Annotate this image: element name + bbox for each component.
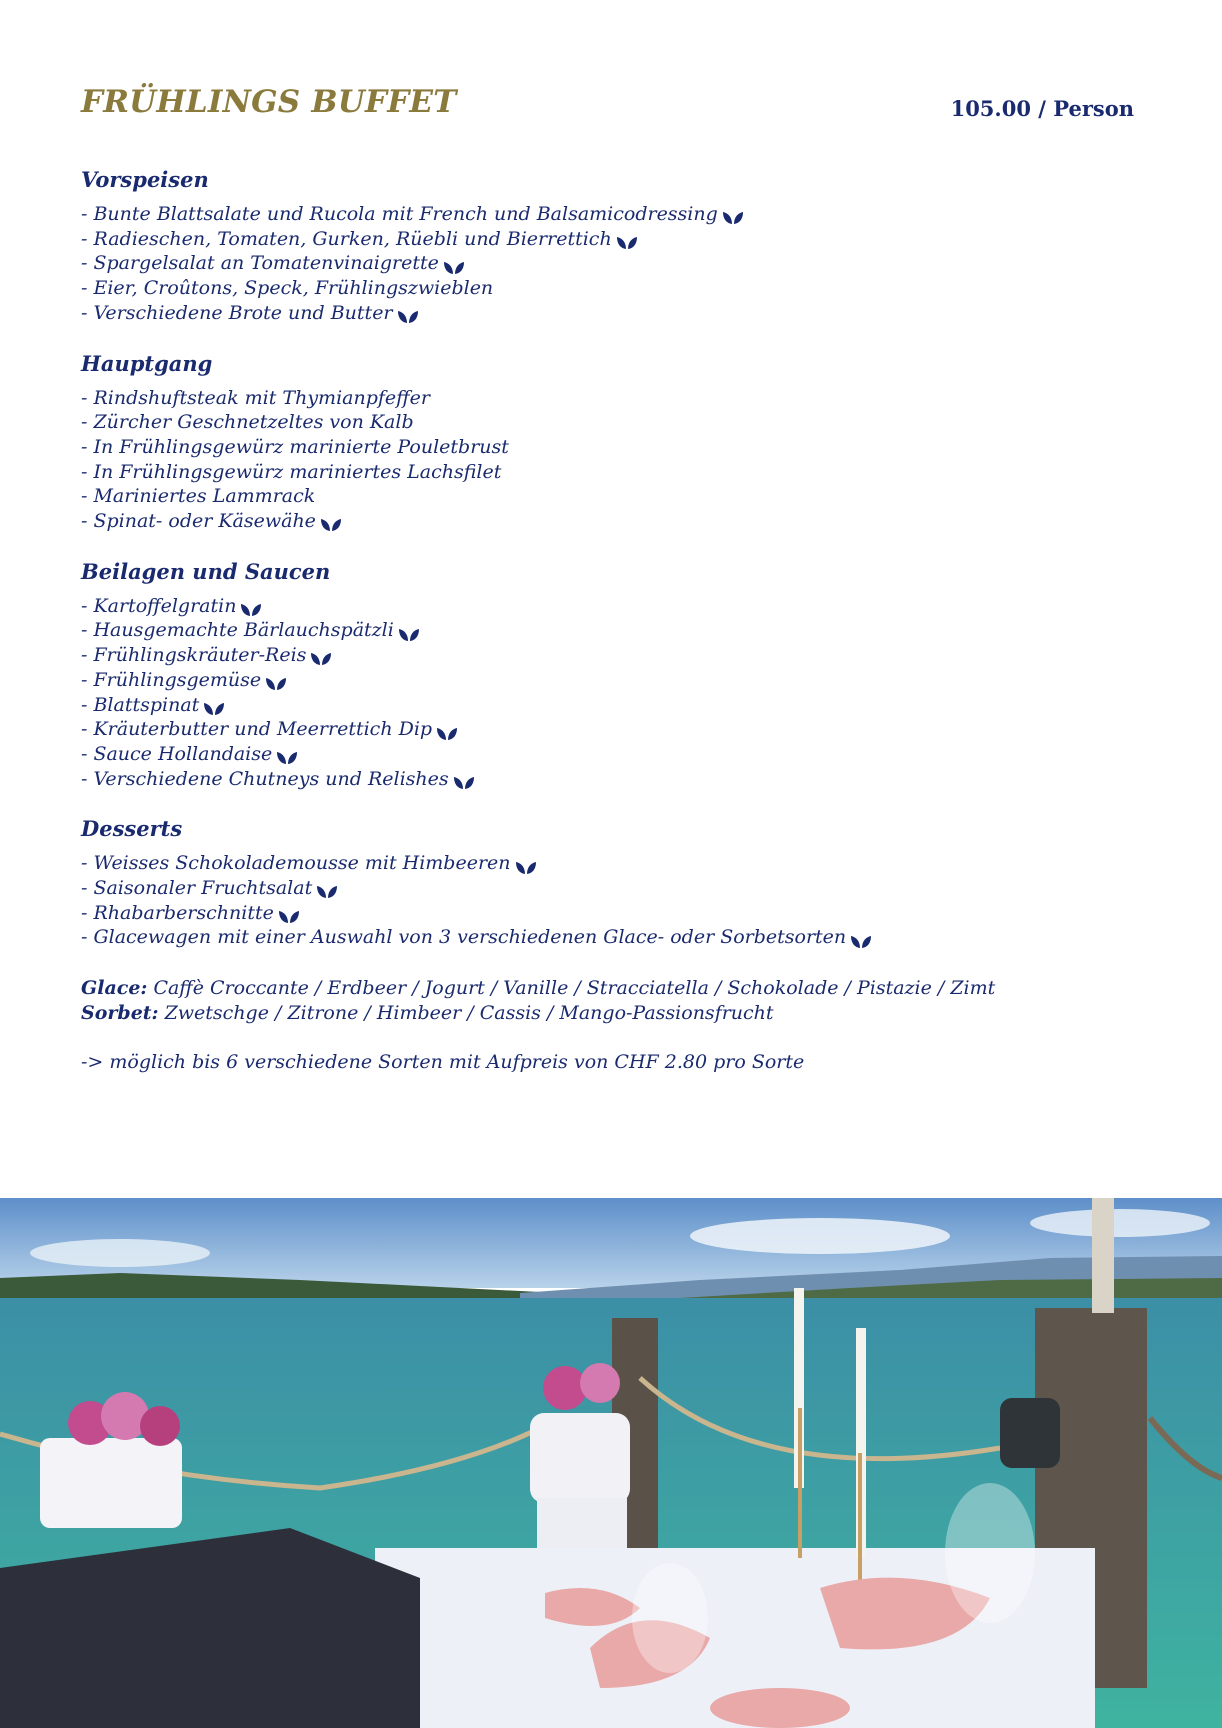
menu-section (81, 817, 1161, 950)
leaf-icon (265, 673, 287, 687)
menu-item (81, 901, 1161, 926)
menu-item-text: - In Frühlingsgewürz marinierte Pouletbrust (81, 435, 509, 458)
section-title: Vorspeisen (81, 167, 209, 192)
leaf-icon (320, 514, 342, 528)
leaf-icon (240, 599, 262, 613)
leaf-icon (436, 723, 458, 737)
surcharge-note: -> möglich bis 6 verschiedene Sorten mit Aufpreis von CHF 2.80 pro Sorte (81, 1050, 805, 1073)
menu-item (81, 851, 1161, 876)
leaf-icon (453, 772, 475, 786)
menu-item (81, 742, 1161, 767)
leaf-icon (722, 207, 744, 221)
menu-item-text: - Verschiedene Brote und Butter (81, 301, 393, 324)
menu-list (81, 168, 1161, 1074)
glace-label: Glace: (81, 977, 148, 1000)
menu-item (81, 435, 1161, 460)
section-title: Hauptgang (81, 350, 213, 376)
menu-item-text: - Rhabarberschnitte (81, 901, 274, 924)
leaf-icon (515, 857, 537, 871)
menu-item (81, 509, 1161, 534)
leaf-icon (398, 624, 420, 638)
menu-item (81, 276, 1161, 301)
menu-item-text: - Verschiedene Chutneys und Relishes (81, 767, 449, 790)
menu-item-text: - Saisonaler Fruchtsalat (81, 877, 313, 900)
leaf-icon (278, 906, 300, 920)
sorbet-flavours: Zwetschge / Zitrone / Himbeer / Cassis / Mango-Passionsfrucht (164, 1001, 774, 1024)
menu-item-text: - Frühlingskräuter-Reis (81, 644, 307, 667)
menu-item (81, 668, 1161, 693)
menu-item-text: - Kartoffelgratin (81, 594, 237, 617)
menu-item (81, 410, 1161, 435)
menu-item (81, 618, 1161, 643)
menu-section (81, 168, 1161, 326)
menu-item (81, 925, 1161, 950)
leaf-icon (850, 931, 872, 945)
menu-item-text: - Kräuterbutter und Meerrettich Dip (81, 718, 433, 741)
menu-item-text: - Spinat- oder Käsewähe (81, 510, 316, 533)
ice-flavours (81, 976, 1161, 1025)
leaf-icon (203, 698, 225, 712)
lakeside-table-photo (0, 1198, 1222, 1728)
menu-item-text: - Glacewagen mit einer Auswahl von 3 verschiedenen Glace- oder Sorbetsorten (81, 926, 847, 949)
leaf-icon (316, 881, 338, 895)
menu-item (81, 386, 1161, 411)
menu-item-text: - Zürcher Geschnetzeltes von Kalb (81, 411, 414, 434)
menu-item-text: - Mariniertes Lammrack (81, 485, 316, 508)
menu-item (81, 202, 1161, 227)
leaf-icon (616, 232, 638, 246)
menu-item (81, 227, 1161, 252)
section-title: Beilagen und Saucen (81, 558, 331, 584)
menu-item (81, 717, 1161, 742)
menu-item (81, 460, 1161, 485)
menu-item-text: - Weisses Schokolademousse mit Himbeeren (81, 852, 511, 875)
menu-item (81, 594, 1161, 619)
menu-item-text: - Blattspinat (81, 693, 200, 716)
sorbet-line (81, 1001, 1161, 1026)
leaf-icon (443, 257, 465, 271)
menu-title: FRÜHLINGS BUFFET (81, 84, 457, 120)
menu-item-text: - In Frühlingsgewürz mariniertes Lachsfilet (81, 460, 502, 483)
menu-item (81, 693, 1161, 718)
leaf-icon (310, 648, 332, 662)
menu-item (81, 251, 1161, 276)
menu-item-text: - Hausgemachte Bärlauchspätzli (81, 619, 394, 642)
menu-item-text: - Frühlingsgemüse (81, 668, 262, 691)
menu-item-text: - Sauce Hollandaise (81, 742, 273, 765)
price-per-person: 105.00 / Person (950, 96, 1134, 121)
section-title: Desserts (81, 816, 183, 842)
menu-sections (81, 168, 1161, 950)
menu-item (81, 767, 1161, 792)
menu-item-text: - Spargelsalat an Tomatenvinaigrette (81, 252, 439, 275)
sorbet-label: Sorbet: (81, 1001, 159, 1024)
glace-line (81, 976, 1161, 1001)
menu-item-text: - Radieschen, Tomaten, Gurken, Rüebli und Bierrettich (81, 227, 612, 250)
menu-item (81, 301, 1161, 326)
glace-flavours: Caffè Croccante / Erdbeer / Jogurt / Vanille / Stracciatella / Schokolade / Pistazie / Zimt (153, 977, 996, 1000)
menu-section (81, 560, 1161, 792)
menu-item-text: - Eier, Croûtons, Speck, Frühlingszwieblen (81, 277, 494, 300)
leaf-icon (276, 747, 298, 761)
menu-section (81, 352, 1161, 534)
menu-item-text: - Rindshuftsteak mit Thymianpfeffer (81, 386, 430, 409)
menu-item (81, 643, 1161, 668)
menu-item (81, 876, 1161, 901)
leaf-icon (397, 306, 419, 320)
menu-item (81, 484, 1161, 509)
menu-item-text: - Bunte Blattsalate und Rucola mit French und Balsamicodressing (81, 203, 718, 225)
